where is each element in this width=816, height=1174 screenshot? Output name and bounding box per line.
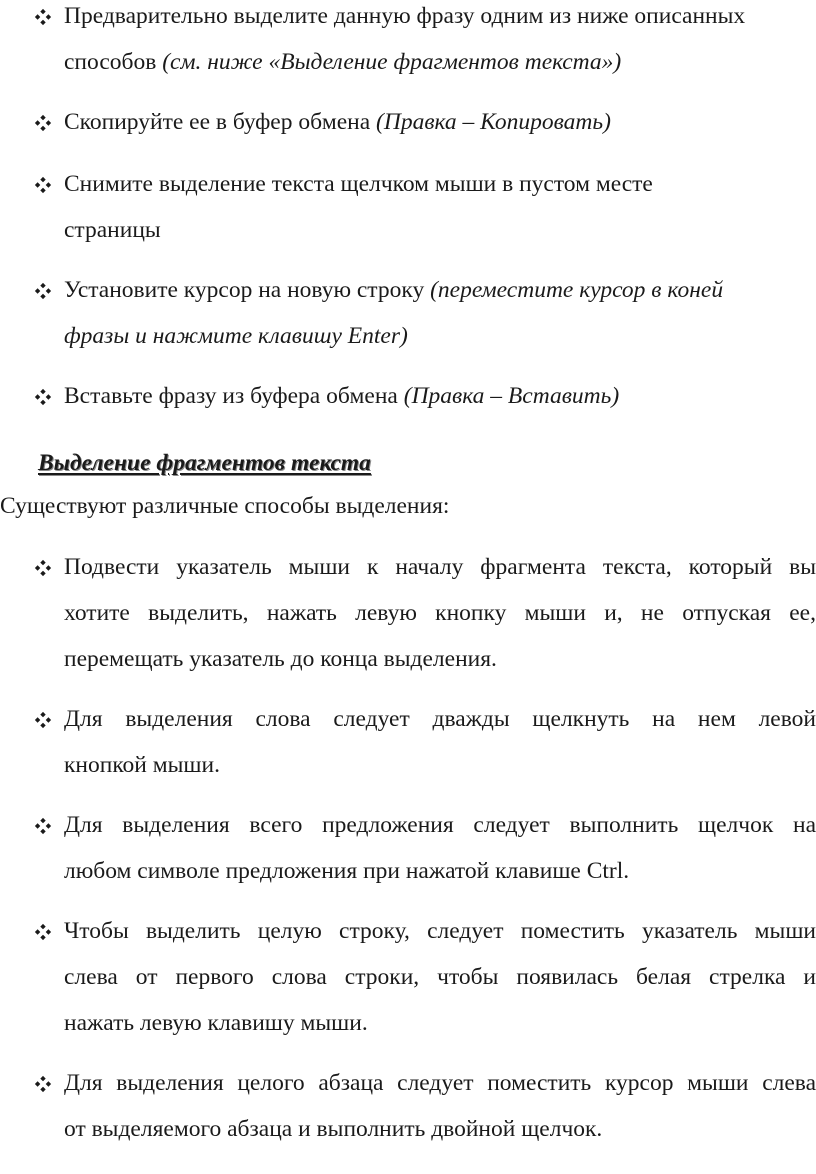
text-run: хотите выделить, нажать левую кнопку мыши и, не отпуская ее, bbox=[64, 600, 816, 626]
four-diamond-bullet-icon bbox=[34, 8, 52, 26]
four-diamond-bullet-icon bbox=[34, 559, 52, 577]
list-item-line bbox=[64, 643, 816, 675]
text-run: Подвести указатель мыши к началу фрагмента текста, который вы bbox=[64, 554, 816, 580]
text-run: Скопируйте ее в буфер обмена bbox=[64, 109, 377, 135]
text-run: Чтобы выделить целую строку, следует поместить указатель мыши bbox=[64, 918, 816, 944]
text-run: Установите курсор на новую строку bbox=[64, 277, 431, 303]
italic-text: (см. ниже «Выделение фрагментов текста») bbox=[162, 49, 622, 75]
four-diamond-bullet-icon bbox=[34, 817, 52, 835]
four-diamond-bullet-icon bbox=[34, 114, 52, 132]
intro-paragraph: Существуют различные способы выделения: bbox=[0, 493, 450, 519]
text-run: способов bbox=[64, 49, 163, 75]
list-item-line bbox=[64, 597, 816, 629]
italic-text: (Правка – Вставить) bbox=[403, 383, 620, 409]
list-item-line bbox=[64, 0, 816, 32]
list-item-line bbox=[64, 380, 816, 412]
text-run: любом символе предложения при нажатой клавише Ctrl. bbox=[64, 858, 630, 884]
text-run: слева от первого слова строки, чтобы появилась белая стрелка и bbox=[64, 964, 816, 990]
list-item-line bbox=[64, 551, 816, 583]
list-item-line bbox=[64, 961, 816, 993]
list-item-line bbox=[64, 855, 816, 887]
list-item-line bbox=[64, 274, 816, 306]
text-run: Для выделения слова следует дважды щелкнуть на нем левой bbox=[64, 706, 816, 732]
four-diamond-bullet-icon bbox=[34, 282, 52, 300]
list-item-line bbox=[64, 46, 816, 78]
four-diamond-bullet-icon bbox=[34, 711, 52, 729]
list-item-line bbox=[64, 1007, 816, 1039]
list-item-line bbox=[64, 915, 816, 947]
list-item-line bbox=[64, 214, 816, 246]
text-run: Для выделения всего предложения следует выполнить щелчок на bbox=[64, 812, 816, 838]
italic-text: (переместите курсор в коней bbox=[430, 277, 724, 303]
text-run: перемещать указатель до конца выделения. bbox=[64, 646, 497, 672]
text-run: Вставьте фразу из буфера обмена bbox=[64, 383, 404, 409]
list-item-line bbox=[64, 703, 816, 735]
text-run: страницы bbox=[64, 217, 161, 243]
list-item-line bbox=[64, 749, 816, 781]
text-run: от выделяемого абзаца и выполнить двойной щелчок. bbox=[64, 1116, 603, 1142]
text-run: Для выделения целого абзаца следует поместить курсор мыши слева bbox=[64, 1070, 816, 1096]
text-run: Снимите выделение текста щелчком мыши в пустом месте bbox=[64, 171, 653, 197]
list-item-line bbox=[64, 168, 816, 200]
list-item-line bbox=[64, 1113, 816, 1145]
italic-text: (Правка – Копировать) bbox=[376, 109, 611, 135]
four-diamond-bullet-icon bbox=[34, 388, 52, 406]
four-diamond-bullet-icon bbox=[34, 1075, 52, 1093]
italic-text: фразы и нажмите клавишу Enter) bbox=[64, 323, 408, 349]
text-run: Предварительно выделите данную фразу одним из ниже описанных bbox=[64, 3, 746, 29]
section-heading: Выделение фрагментов текста bbox=[38, 450, 371, 476]
list-item-line bbox=[64, 809, 816, 841]
list-item-line bbox=[64, 106, 816, 138]
list-item-line bbox=[64, 1067, 816, 1099]
four-diamond-bullet-icon bbox=[34, 923, 52, 941]
text-run: кнопкой мыши. bbox=[64, 752, 220, 778]
text-run: нажать левую клавишу мыши. bbox=[64, 1010, 368, 1036]
four-diamond-bullet-icon bbox=[34, 176, 52, 194]
list-item-line bbox=[64, 320, 816, 352]
